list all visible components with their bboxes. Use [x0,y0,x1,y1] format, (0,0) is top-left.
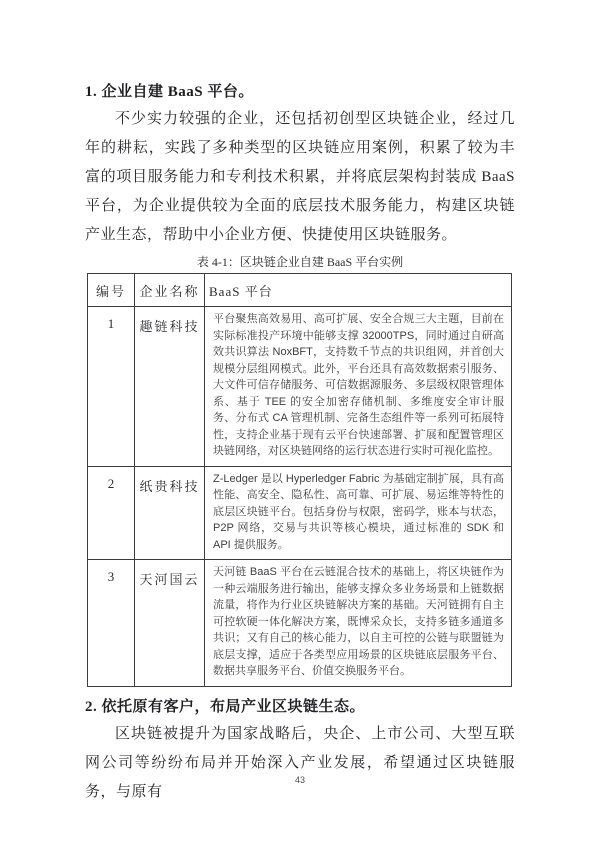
platform-description: Z-Ledger 是以 Hyperledger Fabric 为基础定制扩展，具有高性能、高安全、隐私性、高可靠、可扩展、易运维等特性的底层区块链平台。包括身份与权限，密码学，账本与状态，P2P 网络，交易与共识等核心模块，通过标准的 SDK 和 API 提供服务。 [205,466,512,560]
platform-description: 天河链 BaaS 平台在云链混合技术的基础上，将区块链作为一种云端服务进行输出，能够支撑众多业务场景和上链数据流量，将作为行业区块链解决方案的基础。天河链拥有自主可控软硬一体化解决方案，既博采众长，支持多链多通道多共识；又有自己的核心能力，以自主可控的公链与联盟链为底层支撑，适应于各类型应用场景的区块链底层服务平台、数据共享服务平台、价值交换服务平台。 [205,560,512,687]
company-name: 天河国云 [135,560,205,687]
page-content [85,80,515,809]
table-header-platform: BaaS 平台 [205,274,512,307]
section-1-paragraph: 不少实力较强的企业，还包括初创型区块链企业，经过几年的耕耘，实践了多种类型的区块链应用案例，积累了较为丰富的项目服务能力和专利技术积累，并将底层架构封装成 BaaS 平台，为企业提供较为全面的底层技术服务能力，构建区块链产业生态，帮助中小企业方便、快捷使用区块链服务。 [85,111,515,243]
row-number: 3 [88,560,135,687]
table-row [88,307,512,467]
section-1-heading: 1. 企业自建 BaaS 平台。 [85,84,254,100]
table-header-row [88,274,512,307]
table-header-company: 企业名称 [135,274,205,307]
section-2-heading: 2. 依托原有客户，布局产业区块链生态。 [85,698,366,715]
section-2-paragraph: 区块链被提升为国家战略后，央企、上市公司、大型互联网公司等纷纷布局并开始深入产业发展，希望通过区块链服务，与原有 [85,725,515,800]
page-number: 43 [294,775,305,785]
baas-platform-table [87,273,512,687]
table-row [88,466,512,560]
company-name: 趣链科技 [135,307,205,467]
platform-description: 平台聚焦高效易用、高可扩展、安全合规三大主题，目前在实际标准投产环境中能够支撑 32000TPS，同时通过自研高效共识算法 NoxBFT，支持数千节点的共识组网，并首创大规模分层组网模式。此外，平台还具有高效数据索引服务、大文件可信存储服务、可信数据源服务、多层级权限管理体系、基于 TEE 的安全加密存储机制、多维度安全审计服务、分布式 CA 管理机制、完备生态组件等一系列可拓展特性，支持企业基于现有云平台快速部署、扩展和配置管理区块链网络，对区块链网络的运行状态进行实时可视化监控。 [205,307,512,467]
table-caption: 表 4-1：区块链企业自建 BaaS 平台实例 [196,255,404,269]
row-number: 1 [88,307,135,467]
row-number: 2 [88,466,135,560]
table-header-no: 编号 [88,274,135,307]
table-row [88,560,512,687]
company-name: 纸贵科技 [135,466,205,560]
